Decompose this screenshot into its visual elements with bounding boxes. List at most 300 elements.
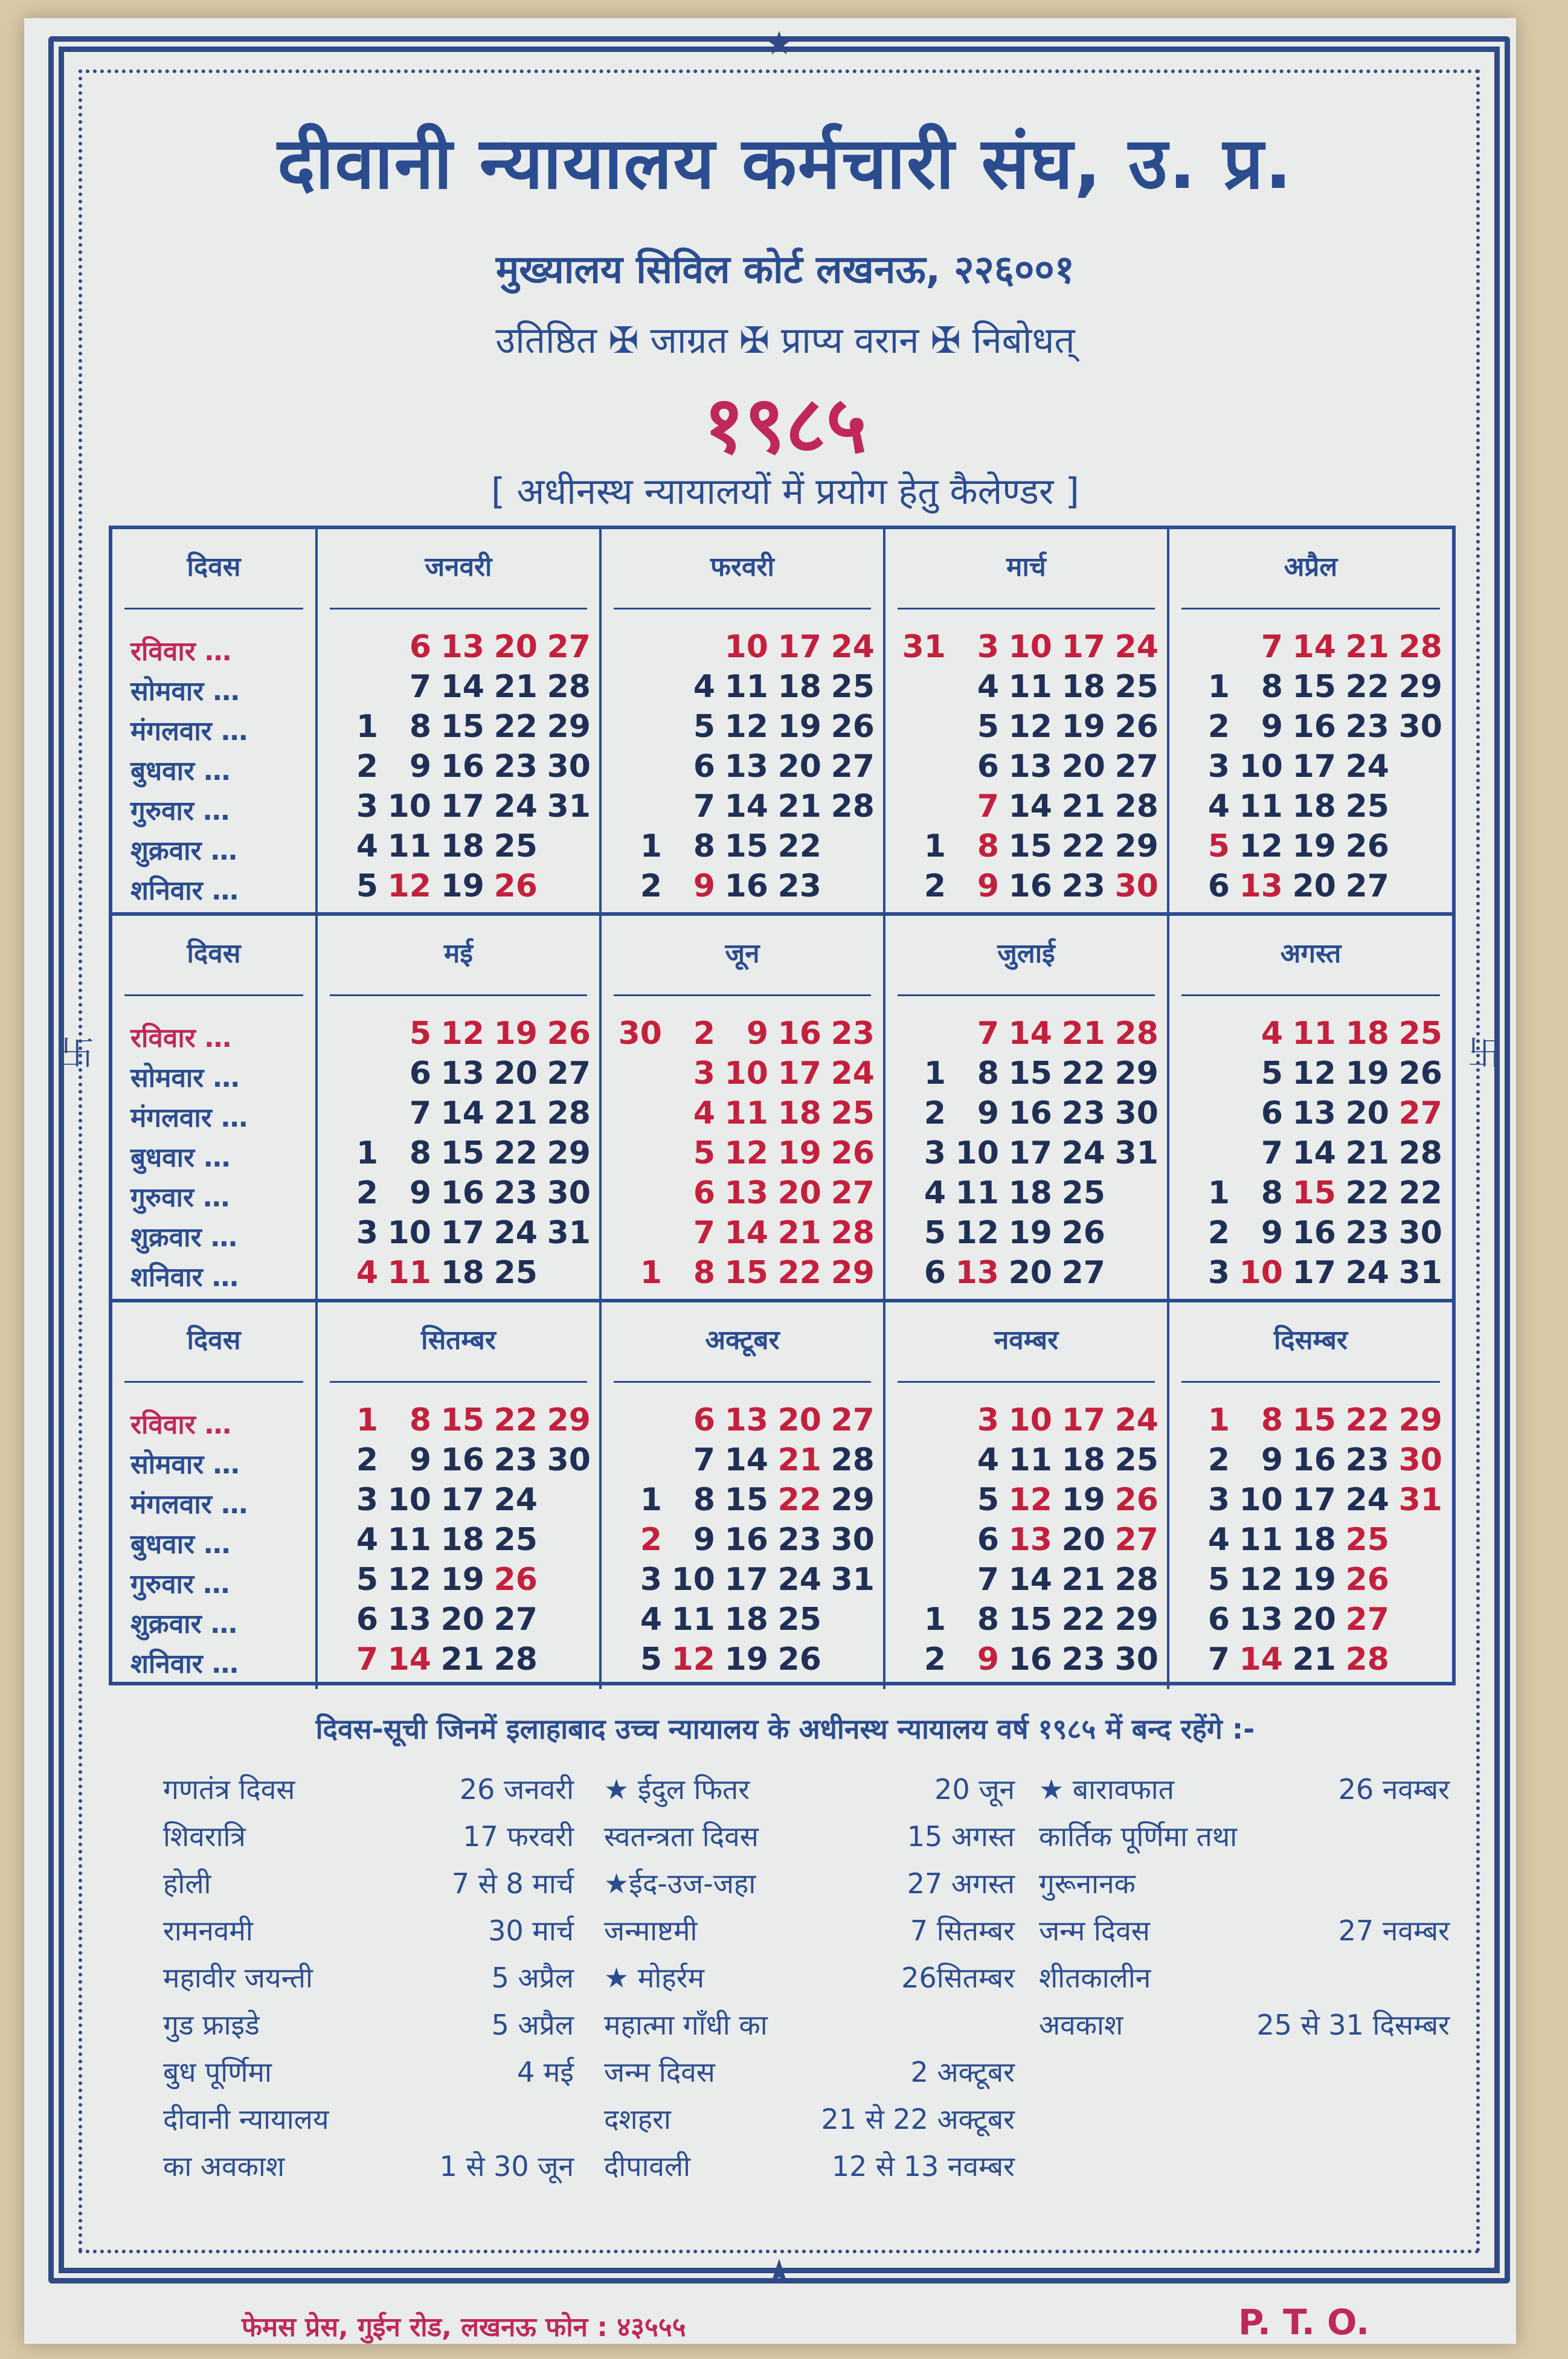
date-cell: 30 xyxy=(1114,1641,1158,1678)
date-cell: 22 xyxy=(1345,1402,1389,1438)
date-cell: 28 xyxy=(831,1442,875,1478)
date-cell: 17 xyxy=(1008,1135,1052,1171)
date-cell: 15 xyxy=(724,1255,768,1291)
holiday-date: 21 से 22 अक्टूबर xyxy=(821,2103,1015,2135)
date-cell: 25 xyxy=(493,1522,538,1558)
date-cell: 10 xyxy=(1008,1402,1052,1438)
week-row xyxy=(898,1215,1163,1255)
date-cell: 24 xyxy=(1345,748,1389,785)
date-cell: 28 xyxy=(493,1641,538,1678)
month-name: जनवरी xyxy=(425,552,492,582)
week-row xyxy=(614,1601,879,1641)
date-cell: 3 xyxy=(924,1135,946,1171)
month-name: जुलाई xyxy=(997,938,1055,969)
month-name: मार्च xyxy=(1006,552,1046,582)
holiday-name: जन्माष्टमी xyxy=(604,1914,698,1947)
date-cell: 15 xyxy=(724,1482,768,1518)
date-cell: 10 xyxy=(1008,629,1052,665)
week-row xyxy=(1181,1402,1447,1442)
date-cell: 7 xyxy=(693,1442,715,1478)
date-cell: 17 xyxy=(440,1215,484,1251)
week-row xyxy=(614,669,879,709)
date-cell: 9 xyxy=(409,748,431,785)
week-row xyxy=(614,1015,879,1055)
date-cell: 24 xyxy=(831,1055,875,1092)
date-cell: 19 xyxy=(1061,709,1105,745)
holiday-item xyxy=(163,2100,574,2147)
date-cell: 7 xyxy=(693,1215,715,1251)
holiday-item xyxy=(1039,1770,1450,1817)
day-label: गुरुवार … xyxy=(130,796,230,826)
day-label: मंगलवार … xyxy=(130,1102,248,1133)
week-row xyxy=(1181,1562,1447,1601)
week-row xyxy=(330,1522,596,1562)
week-row xyxy=(614,1641,879,1681)
week-row xyxy=(1181,868,1447,908)
week-row xyxy=(614,1055,879,1095)
date-cell: 8 xyxy=(693,1482,715,1518)
week-row xyxy=(898,1402,1163,1442)
date-cell: 2 xyxy=(356,1175,378,1211)
date-cell: 5 xyxy=(977,709,999,745)
header-rule xyxy=(330,608,587,610)
holiday-item xyxy=(1039,2006,1450,2053)
month-column xyxy=(318,529,602,912)
month-name: सितम्बर xyxy=(421,1325,496,1356)
holiday-item xyxy=(163,1911,574,1958)
date-cell: 8 xyxy=(409,709,431,745)
holiday-name: शिवरात्रि xyxy=(163,1820,246,1853)
date-cell: 20 xyxy=(440,1601,484,1638)
date-cell: 23 xyxy=(1061,1641,1105,1678)
holiday-name: जन्म दिवस xyxy=(604,2056,715,2088)
week-row xyxy=(330,788,596,828)
date-cell: 1 xyxy=(640,1482,662,1518)
day-label: बुधवार … xyxy=(130,1529,231,1560)
date-cell: 2 xyxy=(356,748,378,785)
holiday-item xyxy=(1039,1817,1450,1864)
date-cell: 7 xyxy=(693,788,715,825)
date-cell: 11 xyxy=(671,1601,715,1638)
holiday-name: ★ ईदुल फितर xyxy=(604,1773,750,1806)
date-cell: 9 xyxy=(693,1522,715,1558)
date-cell: 6 xyxy=(1207,868,1230,904)
date-cell: 31 xyxy=(547,788,591,825)
date-cell: 21 xyxy=(1345,1135,1389,1171)
holiday-name: दशहरा xyxy=(604,2103,671,2135)
date-cell: 5 xyxy=(356,868,378,904)
day-label: रविवार … xyxy=(130,636,232,667)
date-cell: 2 xyxy=(924,868,946,904)
day-label: बुधवार … xyxy=(130,756,231,787)
date-cell: 31 xyxy=(902,629,946,665)
month-column xyxy=(318,1302,602,1689)
date-cell: 22 xyxy=(1345,1175,1389,1211)
date-cell: 27 xyxy=(1114,1522,1158,1558)
date-cell: 6 xyxy=(409,1055,431,1092)
date-cell: 19 xyxy=(493,1015,538,1052)
date-cell: 3 xyxy=(977,1402,999,1438)
date-cell: 12 xyxy=(1008,709,1052,745)
date-cell: 16 xyxy=(1292,709,1336,745)
week-row xyxy=(614,629,879,669)
week-row xyxy=(898,1482,1163,1522)
date-cell: 21 xyxy=(1345,629,1389,665)
date-cell: 12 xyxy=(1239,828,1283,864)
date-cell: 1 xyxy=(1207,1402,1230,1438)
date-cell: 31 xyxy=(1114,1135,1158,1171)
week-row xyxy=(330,1175,596,1215)
date-cell: 19 xyxy=(440,1562,484,1598)
holiday-name: स्वतन्त्रता दिवस xyxy=(604,1820,759,1853)
day-column xyxy=(112,1302,318,1689)
date-cell: 25 xyxy=(1345,788,1389,825)
date-cell: 9 xyxy=(409,1442,431,1478)
date-cell: 20 xyxy=(1345,1095,1389,1131)
date-cell: 17 xyxy=(1292,1482,1336,1518)
date-cell: 21 xyxy=(493,1095,538,1131)
date-cell: 1 xyxy=(356,1135,378,1171)
year: १९८५ xyxy=(703,379,867,471)
day-label: रविवार … xyxy=(130,1409,232,1440)
month-name: दिसम्बर xyxy=(1274,1325,1348,1356)
date-cell: 12 xyxy=(955,1215,999,1251)
date-cell: 22 xyxy=(1398,1175,1442,1211)
week-row xyxy=(614,1562,879,1601)
day-label: रविवार … xyxy=(130,1023,232,1054)
month-name: जून xyxy=(725,938,760,969)
week-row xyxy=(614,1522,879,1562)
date-cell: 21 xyxy=(1061,1015,1105,1052)
holiday-item xyxy=(604,2147,1015,2194)
date-cell: 29 xyxy=(1114,828,1158,864)
date-cell: 24 xyxy=(493,788,538,825)
date-cell: 30 xyxy=(1114,1095,1158,1131)
holiday-name: गणतंत्र दिवस xyxy=(163,1773,295,1806)
day-header: दिवस xyxy=(187,1325,241,1356)
date-cell: 12 xyxy=(440,1015,484,1052)
date-cell: 29 xyxy=(1398,1402,1442,1438)
date-cell: 28 xyxy=(1114,1015,1158,1052)
date-cell: 18 xyxy=(440,828,484,864)
header-rule xyxy=(1181,1381,1440,1383)
holiday-name: महावीर जयन्ती xyxy=(163,1962,313,1994)
holiday-item xyxy=(163,1817,574,1864)
date-cell: 17 xyxy=(1292,748,1336,785)
date-cell: 4 xyxy=(977,1442,999,1478)
date-cell: 5 xyxy=(1207,828,1230,864)
date-cell: 20 xyxy=(1061,1522,1105,1558)
date-cell: 13 xyxy=(440,629,484,665)
date-cell: 13 xyxy=(724,1175,768,1211)
date-cell: 15 xyxy=(440,1135,484,1171)
week-row xyxy=(1181,1641,1447,1681)
date-cell: 9 xyxy=(1261,1442,1283,1478)
date-cell: 4 xyxy=(1261,1015,1283,1052)
holiday-item xyxy=(604,1864,1015,1911)
day-column xyxy=(112,916,318,1299)
date-cell: 7 xyxy=(1207,1641,1230,1678)
date-cell: 31 xyxy=(831,1562,875,1598)
date-cell: 15 xyxy=(1008,828,1052,864)
week-row xyxy=(898,629,1163,669)
date-cell: 21 xyxy=(1061,1562,1105,1598)
date-cell: 15 xyxy=(440,709,484,745)
date-cell: 13 xyxy=(724,1402,768,1438)
date-cell: 16 xyxy=(777,1015,821,1052)
holiday-date: 25 से 31 दिसम्बर xyxy=(1256,2009,1450,2041)
printer-credit: फेमस प्रेस, गुईन रोड, लखनऊ फोन : ४३५५५ xyxy=(242,2312,686,2343)
date-cell: 5 xyxy=(924,1215,946,1251)
holiday-date: 26 नवम्बर xyxy=(1338,1773,1450,1806)
date-cell: 6 xyxy=(693,748,715,785)
week-row xyxy=(1181,1215,1447,1255)
week-row xyxy=(614,828,879,868)
holiday-item xyxy=(604,2006,1015,2053)
date-cell: 2 xyxy=(640,1522,662,1558)
week-row xyxy=(330,1015,596,1055)
week-row xyxy=(614,1215,879,1255)
date-cell: 22 xyxy=(493,709,538,745)
header-rule xyxy=(898,1381,1155,1383)
date-cell: 20 xyxy=(777,748,821,785)
date-cell: 17 xyxy=(440,788,484,825)
day-label: गुरुवार … xyxy=(130,1569,230,1600)
date-cell: 2 xyxy=(1207,709,1230,745)
week-row xyxy=(898,788,1163,828)
date-cell: 15 xyxy=(1008,1601,1052,1638)
week-row xyxy=(898,669,1163,709)
date-cell: 24 xyxy=(1114,629,1158,665)
date-cell: 4 xyxy=(356,828,378,864)
holiday-name: महात्मा गाँधी का xyxy=(604,2009,768,2041)
date-cell: 21 xyxy=(777,1215,821,1251)
month-column xyxy=(885,1302,1169,1689)
date-cell: 12 xyxy=(387,1562,431,1598)
month-column xyxy=(602,1302,885,1689)
week-row xyxy=(898,748,1163,788)
date-cell: 6 xyxy=(409,629,431,665)
date-cell: 7 xyxy=(409,1095,431,1131)
week-row xyxy=(330,1215,596,1255)
holiday-item xyxy=(163,1770,574,1817)
day-column xyxy=(112,529,318,912)
calendar-quarter xyxy=(112,1302,1452,1689)
date-cell: 13 xyxy=(955,1255,999,1291)
date-cell: 15 xyxy=(1008,1055,1052,1092)
holiday-item xyxy=(604,1770,1015,1817)
date-cell: 12 xyxy=(1008,1482,1052,1518)
date-cell: 24 xyxy=(1061,1135,1105,1171)
date-cell: 21 xyxy=(777,1442,821,1478)
week-row xyxy=(1181,709,1447,748)
holiday-date: 20 जून xyxy=(934,1773,1015,1806)
header-rule xyxy=(124,1381,303,1383)
date-cell: 13 xyxy=(724,748,768,785)
holiday-name: ★ बारावफात xyxy=(1039,1773,1174,1806)
month-name: नवम्बर xyxy=(994,1325,1059,1356)
date-cell: 19 xyxy=(777,1135,821,1171)
date-cell: 5 xyxy=(693,1135,715,1171)
date-cell: 8 xyxy=(693,828,715,864)
date-cell: 25 xyxy=(493,828,538,864)
holiday-date: 30 मार्च xyxy=(488,1914,574,1947)
date-cell: 7 xyxy=(356,1641,378,1678)
date-cell: 4 xyxy=(693,669,715,705)
date-cell: 23 xyxy=(1345,1215,1389,1251)
month-name: मई xyxy=(444,938,473,969)
week-row xyxy=(898,1255,1163,1295)
holiday-name: दीपावली xyxy=(604,2150,691,2183)
date-cell: 26 xyxy=(493,868,538,904)
week-row xyxy=(1181,1015,1447,1055)
week-row xyxy=(614,1255,879,1295)
date-cell: 18 xyxy=(1061,1442,1105,1478)
date-cell: 10 xyxy=(387,1482,431,1518)
date-cell: 2 xyxy=(1207,1215,1230,1251)
date-cell: 6 xyxy=(1261,1095,1283,1131)
date-cell: 22 xyxy=(777,1482,821,1518)
date-cell: 29 xyxy=(831,1482,875,1518)
date-cell: 22 xyxy=(493,1402,538,1438)
date-cell: 15 xyxy=(1292,1402,1336,1438)
date-cell: 26 xyxy=(831,709,875,745)
date-cell: 3 xyxy=(640,1562,662,1598)
date-cell: 12 xyxy=(724,709,768,745)
holiday-item xyxy=(1039,1864,1450,1911)
date-cell: 20 xyxy=(1008,1255,1052,1291)
date-cell: 15 xyxy=(724,828,768,864)
date-cell: 18 xyxy=(777,1095,821,1131)
date-cell: 14 xyxy=(440,669,484,705)
date-cell: 30 xyxy=(547,1442,591,1478)
date-cell: 2 xyxy=(924,1641,946,1678)
week-row xyxy=(1181,1522,1447,1562)
week-row xyxy=(1181,1601,1447,1641)
date-cell: 30 xyxy=(1398,1442,1442,1478)
date-cell: 29 xyxy=(831,1255,875,1291)
month-column xyxy=(885,916,1169,1299)
day-label: सोमवार … xyxy=(130,1063,240,1093)
date-cell: 23 xyxy=(777,868,821,904)
star-ornament-icon: ★ xyxy=(764,24,794,62)
date-cell: 3 xyxy=(1207,1482,1230,1518)
holiday-item xyxy=(604,2100,1015,2147)
date-cell: 13 xyxy=(1239,868,1283,904)
week-row xyxy=(330,1442,596,1482)
week-row xyxy=(614,788,879,828)
date-cell: 29 xyxy=(1114,1601,1158,1638)
date-cell: 28 xyxy=(1114,788,1158,825)
date-cell: 26 xyxy=(1114,1482,1158,1518)
date-cell: 24 xyxy=(493,1482,538,1518)
date-cell: 23 xyxy=(493,1175,538,1211)
date-cell: 1 xyxy=(924,828,946,864)
date-cell: 21 xyxy=(1061,788,1105,825)
date-cell: 25 xyxy=(493,1255,538,1291)
date-cell: 15 xyxy=(1292,669,1336,705)
date-cell: 21 xyxy=(1292,1641,1336,1678)
date-cell: 13 xyxy=(387,1601,431,1638)
week-row xyxy=(1181,1095,1447,1135)
date-cell: 26 xyxy=(547,1015,591,1052)
holiday-date: 5 अप्रैल xyxy=(491,2009,574,2041)
date-cell: 31 xyxy=(547,1215,591,1251)
week-row xyxy=(614,1175,879,1215)
date-cell: 23 xyxy=(1345,709,1389,745)
date-cell: 18 xyxy=(1292,1522,1336,1558)
date-cell: 21 xyxy=(440,1641,484,1678)
week-row xyxy=(1181,828,1447,868)
date-cell: 18 xyxy=(1008,1175,1052,1211)
date-cell: 4 xyxy=(1207,788,1230,825)
day-label: मंगलवार … xyxy=(130,1489,248,1520)
week-row xyxy=(330,1641,596,1681)
date-cell: 16 xyxy=(1008,1641,1052,1678)
date-cell: 20 xyxy=(493,629,538,665)
date-cell: 4 xyxy=(693,1095,715,1131)
date-cell: 29 xyxy=(1398,669,1442,705)
month-column xyxy=(318,916,602,1299)
date-cell: 27 xyxy=(1345,868,1389,904)
date-cell: 10 xyxy=(671,1562,715,1598)
date-cell: 10 xyxy=(724,629,768,665)
week-row xyxy=(330,1255,596,1295)
week-row xyxy=(898,1095,1163,1135)
day-label: बुधवार … xyxy=(130,1142,231,1173)
date-cell: 16 xyxy=(440,1175,484,1211)
header-rule xyxy=(898,608,1155,610)
date-cell: 7 xyxy=(1261,1135,1283,1171)
header-rule xyxy=(898,994,1155,996)
date-cell: 3 xyxy=(977,629,999,665)
month-column xyxy=(1169,529,1452,912)
date-cell: 1 xyxy=(924,1055,946,1092)
date-cell: 25 xyxy=(777,1601,821,1638)
date-cell: 4 xyxy=(356,1522,378,1558)
pto-label: P. T. O. xyxy=(1238,2302,1370,2343)
date-cell: 25 xyxy=(1061,1175,1105,1211)
date-cell: 16 xyxy=(1008,1095,1052,1131)
date-cell: 27 xyxy=(493,1601,538,1638)
date-cell: 13 xyxy=(1292,1095,1336,1131)
date-cell: 2 xyxy=(1207,1442,1230,1478)
date-cell: 4 xyxy=(924,1175,946,1211)
date-cell: 20 xyxy=(777,1175,821,1211)
date-cell: 11 xyxy=(1292,1015,1336,1052)
date-cell: 11 xyxy=(387,828,431,864)
date-cell: 6 xyxy=(356,1601,378,1638)
holiday-name: दीवानी न्यायालय xyxy=(163,2103,329,2135)
subtitle: मुख्यालय सिविल कोर्ट लखनऊ, २२६००१ xyxy=(496,248,1075,292)
week-row xyxy=(330,748,596,788)
date-cell: 19 xyxy=(777,709,821,745)
header-rule xyxy=(614,1381,871,1383)
date-cell: 9 xyxy=(977,868,999,904)
date-cell: 10 xyxy=(955,1135,999,1171)
date-cell: 1 xyxy=(640,828,662,864)
date-cell: 10 xyxy=(387,1215,431,1251)
holiday-date: 7 सितम्बर xyxy=(910,1914,1015,1947)
date-cell: 16 xyxy=(724,868,768,904)
week-row xyxy=(1181,1055,1447,1095)
date-cell: 26 xyxy=(1114,709,1158,745)
date-cell: 14 xyxy=(724,1442,768,1478)
date-cell: 27 xyxy=(547,1055,591,1092)
holiday-name: गुरूनानक xyxy=(1039,1867,1136,1900)
week-row xyxy=(898,1562,1163,1601)
date-cell: 7 xyxy=(977,1562,999,1598)
